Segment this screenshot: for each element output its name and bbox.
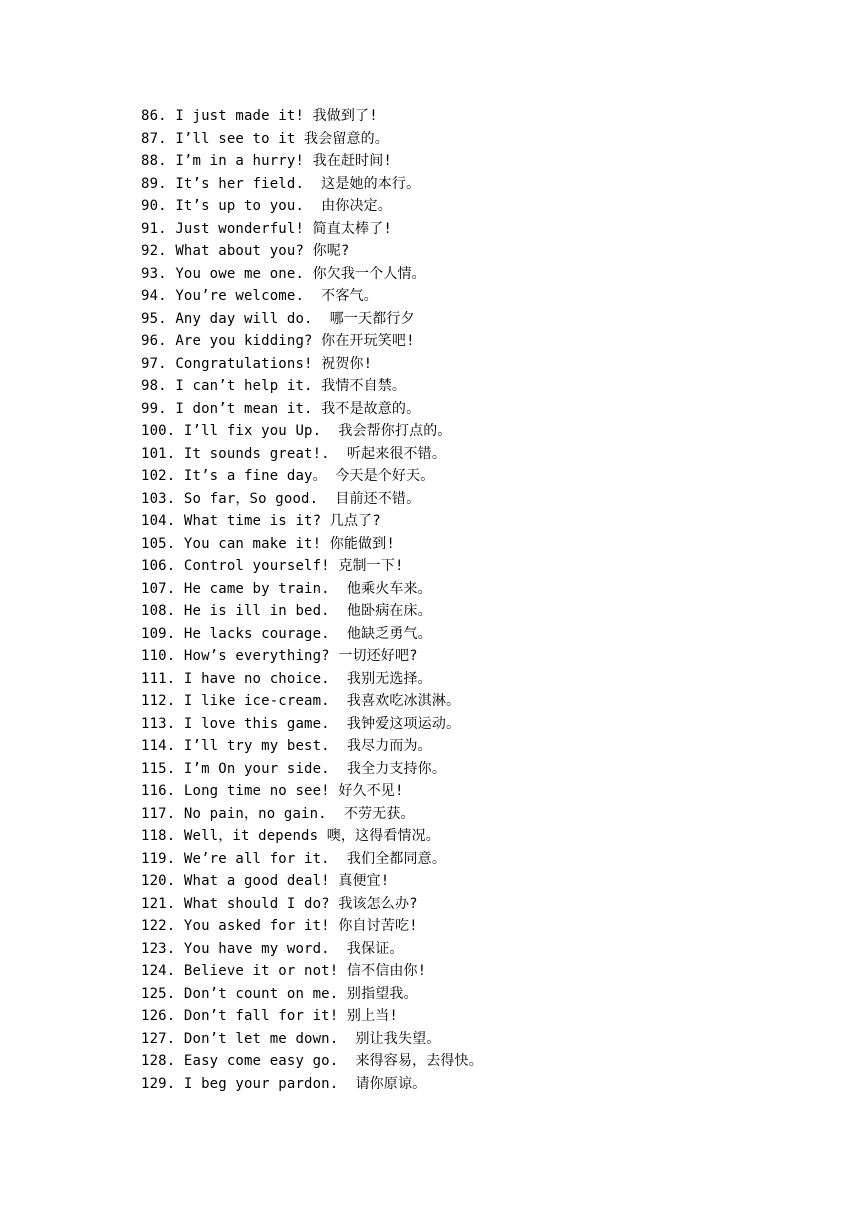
phrase-number: 99. <box>141 400 167 417</box>
phrase-text: What a good deal! 真便宜! <box>183 873 390 889</box>
phrase-number: 91. <box>141 220 167 237</box>
phrase-number: 88. <box>141 153 167 169</box>
phrase-line <box>141 893 483 916</box>
phrase-number: 108. <box>141 603 176 619</box>
phrase-text: It’s up to you. 由你决定。 <box>175 198 392 214</box>
phrase-text: Don’t fall for it! 别上当! <box>183 1008 398 1024</box>
phrase-line <box>141 803 483 826</box>
phrase-text: How’s everything? 一切还好吧? <box>183 648 418 664</box>
phrase-line <box>141 195 483 218</box>
phrase-line <box>141 240 483 263</box>
phrase-text: I’m in a hurry! 我在赶时间! <box>175 153 392 169</box>
phrase-text: What time is it? 几点了? <box>183 513 381 529</box>
phrase-number: 96. <box>141 333 167 349</box>
phrase-text: So far，So good. 目前还不错。 <box>183 490 421 507</box>
phrase-number: 105. <box>141 535 176 552</box>
phrase-line <box>141 983 483 1006</box>
phrase-line <box>141 713 483 736</box>
phrase-text: I beg your pardon. 请你原谅。 <box>183 1075 427 1092</box>
phrase-text: He is ill in bed. 他卧病在床。 <box>183 603 432 619</box>
phrase-number: 106. <box>141 558 176 574</box>
phrase-text: Are you kidding? 你在开玩笑吧! <box>175 333 415 349</box>
phrase-line <box>141 488 483 511</box>
phrase-number: 107. <box>141 580 176 597</box>
phrase-line <box>141 150 483 173</box>
phrase-number: 95. <box>141 310 167 327</box>
phrase-line <box>141 938 483 961</box>
phrase-number: 122. <box>141 918 176 934</box>
phrase-line <box>141 758 483 781</box>
phrase-text: I’ll try my best. 我尽力而为。 <box>183 738 432 754</box>
phrase-line <box>141 105 483 128</box>
phrase-number: 110. <box>141 648 176 664</box>
phrase-number: 92. <box>141 243 167 259</box>
phrase-number: 113. <box>141 715 176 732</box>
phrase-line <box>141 780 483 803</box>
phrase-line <box>141 915 483 938</box>
phrase-text: I’m On your side. 我全力支持你。 <box>183 760 446 777</box>
phrase-text: Any day will do. 哪一天都行夕 <box>175 310 415 327</box>
phrase-text: I just made it! 我做到了! <box>175 108 378 124</box>
phrase-text: Just wonderful! 简直太棒了! <box>175 220 392 237</box>
phrase-number: 98. <box>141 378 167 394</box>
phrase-line <box>141 623 483 646</box>
phrase-text: I like ice-cream. 我喜欢吃冰淇淋。 <box>183 693 461 709</box>
phrase-number: 124. <box>141 963 176 979</box>
phrase-text: I don’t mean it. 我不是故意的。 <box>175 400 421 417</box>
phrase-text: Don’t count on me. 别指望我。 <box>183 985 418 1002</box>
phrase-text: Easy come easy go. 来得容易，去得快。 <box>183 1053 483 1069</box>
phrase-line <box>141 308 483 331</box>
phrase-number: 100. <box>141 423 176 439</box>
phrase-text: It’s a fine day。 今天是个好天。 <box>183 468 435 484</box>
phrase-line <box>141 375 483 398</box>
phrase-number: 93. <box>141 265 167 282</box>
phrase-number: 127. <box>141 1030 176 1047</box>
phrase-line <box>141 510 483 533</box>
phrase-number: 121. <box>141 895 176 912</box>
phrase-number: 111. <box>141 670 176 687</box>
phrase-number: 128. <box>141 1053 176 1069</box>
phrase-line <box>141 398 483 421</box>
phrase-line <box>141 533 483 556</box>
phrase-text: I have no choice. 我别无选择。 <box>183 670 432 687</box>
phrase-text: Congratulations! 祝贺你! <box>175 355 373 372</box>
phrase-number: 103. <box>141 490 176 507</box>
phrase-line <box>141 870 483 893</box>
phrase-number: 120. <box>141 873 176 889</box>
phrase-number: 126. <box>141 1008 176 1024</box>
phrase-text: I love this game. 我钟爱这项运动。 <box>183 715 461 732</box>
phrase-line <box>141 1073 483 1096</box>
phrase-number: 115. <box>141 760 176 777</box>
phrase-text: You have my word. 我保证。 <box>183 940 404 957</box>
phrase-number: 114. <box>141 738 176 754</box>
phrase-text: I’ll see to it 我会留意的。 <box>175 130 389 147</box>
phrase-number: 112. <box>141 693 176 709</box>
phrase-line <box>141 420 483 443</box>
phrase-text: He came by train. 他乘火车来。 <box>183 580 432 597</box>
phrase-line <box>141 825 483 848</box>
phrase-line <box>141 848 483 871</box>
phrase-line <box>141 1028 483 1051</box>
phrase-text: Don’t let me down. 别让我失望。 <box>183 1030 441 1047</box>
phrase-number: 123. <box>141 940 176 957</box>
phrase-text: You asked for it! 你自讨苦吃! <box>183 918 418 934</box>
phrase-line <box>141 128 483 151</box>
phrase-line <box>141 465 483 488</box>
phrase-line <box>141 960 483 983</box>
phrase-list <box>141 105 483 1095</box>
phrase-number: 109. <box>141 625 176 642</box>
phrase-number: 94. <box>141 288 167 304</box>
phrase-line <box>141 353 483 376</box>
phrase-line <box>141 735 483 758</box>
phrase-number: 129. <box>141 1075 176 1092</box>
phrase-text: You’re welcome. 不客气。 <box>175 288 378 304</box>
phrase-line <box>141 690 483 713</box>
phrase-line <box>141 555 483 578</box>
phrase-line <box>141 285 483 308</box>
phrase-number: 87. <box>141 130 167 147</box>
phrase-line <box>141 645 483 668</box>
phrase-line <box>141 1005 483 1028</box>
phrase-text: He lacks courage. 他缺乏勇气。 <box>183 625 432 642</box>
phrase-text: We’re all for it. 我们全都同意。 <box>183 850 446 867</box>
phrase-line <box>141 600 483 623</box>
phrase-text: What about you? 你呢? <box>175 243 350 259</box>
phrase-number: 118. <box>141 828 176 844</box>
phrase-number: 97. <box>141 355 167 372</box>
phrase-line <box>141 173 483 196</box>
phrase-text: Control yourself! 克制一下! <box>183 558 404 574</box>
phrase-number: 116. <box>141 783 176 799</box>
phrase-text: No pain，no gain. 不劳无获。 <box>183 805 415 822</box>
phrase-line <box>141 218 483 241</box>
phrase-line <box>141 263 483 286</box>
phrase-text: Long time no see! 好久不见! <box>183 783 404 799</box>
phrase-text: You can make it! 你能做到! <box>183 535 395 552</box>
phrase-text: I’ll fix you Up. 我会帮你打点的。 <box>183 423 452 439</box>
phrase-line <box>141 330 483 353</box>
phrase-number: 104. <box>141 513 176 529</box>
phrase-text: Believe it or not! 信不信由你! <box>183 963 427 979</box>
phrase-number: 86. <box>141 108 167 124</box>
phrase-text: What should I do? 我该怎么办? <box>183 895 418 912</box>
phrase-text: It sounds great!. 听起来很不错。 <box>183 445 446 462</box>
phrase-number: 102. <box>141 468 176 484</box>
phrase-text: Well，it depends 噢，这得看情况。 <box>183 828 440 844</box>
phrase-line <box>141 578 483 601</box>
phrase-number: 90. <box>141 198 167 214</box>
phrase-number: 101. <box>141 445 176 462</box>
phrase-number: 125. <box>141 985 176 1002</box>
phrase-text: It’s her field. 这是她的本行。 <box>175 175 421 192</box>
phrase-number: 117. <box>141 805 176 822</box>
phrase-number: 89. <box>141 175 167 192</box>
phrase-line <box>141 443 483 466</box>
phrase-line <box>141 1050 483 1073</box>
phrase-text: I can’t help it. 我情不自禁。 <box>175 378 407 394</box>
phrase-text: You owe me one. 你欠我一个人情。 <box>175 265 426 282</box>
phrase-number: 119. <box>141 850 176 867</box>
phrase-line <box>141 668 483 691</box>
